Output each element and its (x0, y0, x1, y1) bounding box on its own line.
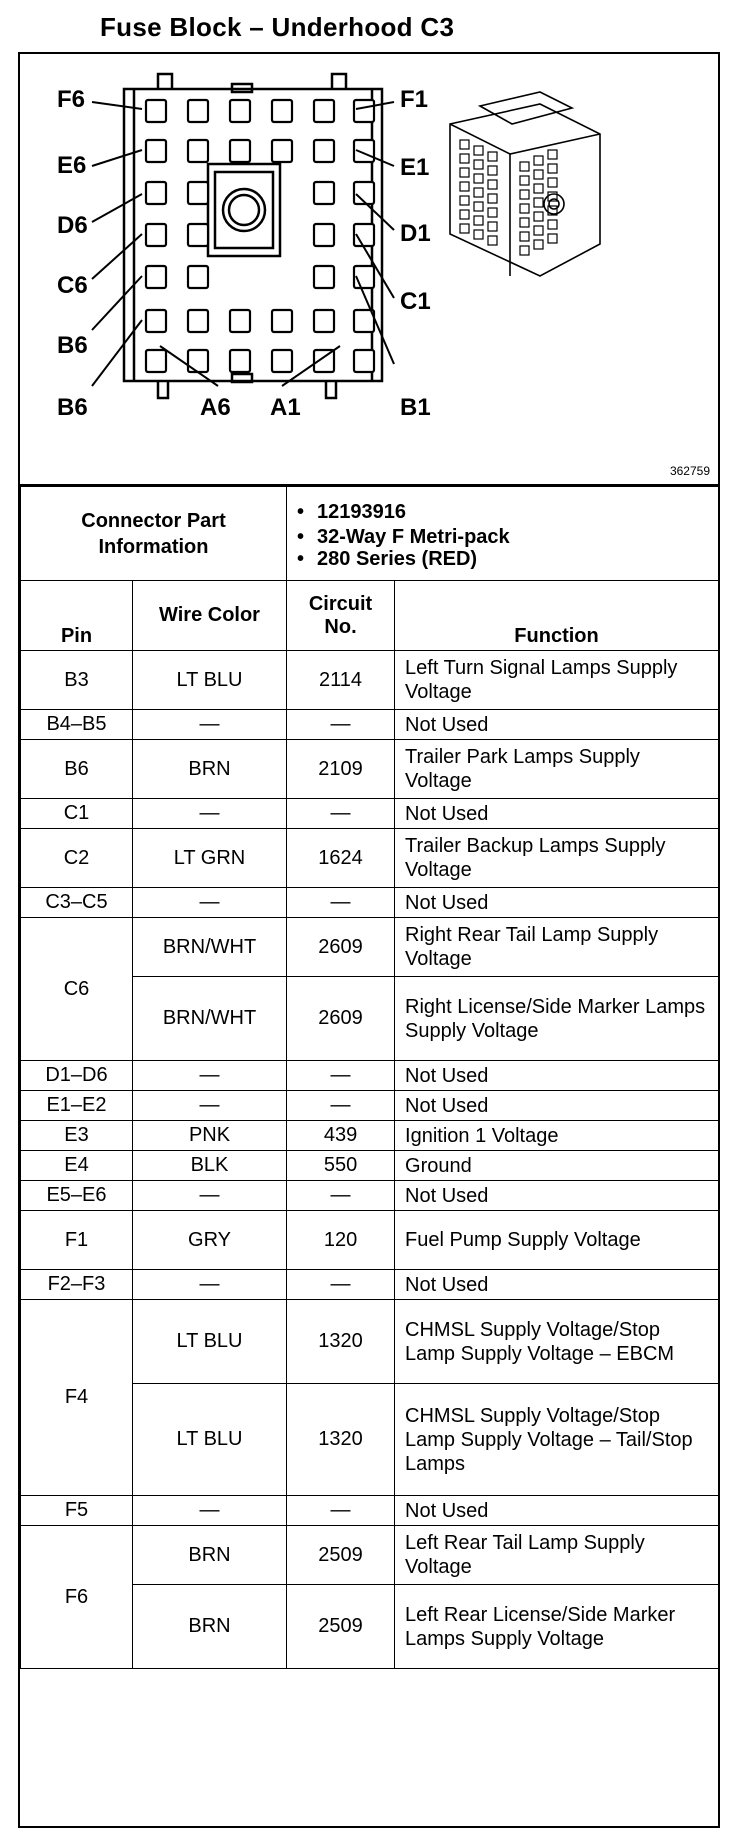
pin-cavity (272, 140, 292, 162)
pin-cavity (314, 182, 334, 204)
pin-cavity (230, 140, 250, 162)
cell-function: Not Used (395, 1496, 719, 1526)
cell-function: Not Used (395, 1091, 719, 1121)
cell-function: CHMSL Supply Voltage/Stop Lamp Supply Voltage – EBCM (395, 1300, 719, 1384)
cell-wire-color: BRN (133, 1526, 287, 1585)
label-b6-bottom: B6 (57, 394, 88, 421)
connector-face-drawing (20, 54, 718, 484)
pin-cavity (230, 350, 250, 372)
label-d1: D1 (400, 220, 431, 247)
cell-wire-color: — (133, 888, 287, 918)
pin-cavity (146, 140, 166, 162)
label-e1: E1 (400, 154, 430, 181)
pin-cavity (146, 350, 166, 372)
cell-wire-color: LT GRN (133, 829, 287, 888)
label-b1: B1 (400, 394, 431, 421)
cell-circuit-no: — (287, 799, 395, 829)
cell-pin: E1–E2 (21, 1091, 133, 1121)
cell-circuit-no: 2609 (287, 977, 395, 1061)
cell-function: Not Used (395, 1181, 719, 1211)
cell-function: Not Used (395, 710, 719, 740)
pin-cavity (146, 224, 166, 246)
connector-info-list (287, 487, 719, 581)
cell-pin: C6 (21, 918, 133, 1061)
pin-cavity (188, 140, 208, 162)
cell-wire-color: BRN (133, 740, 287, 799)
cell-circuit-no: — (287, 1061, 395, 1091)
header-wire-color: Wire Color (133, 581, 287, 651)
cell-wire-color: LT BLU (133, 1384, 287, 1496)
pin-cavity (230, 100, 250, 122)
cell-wire-color: — (133, 1270, 287, 1300)
cell-circuit-no: 1320 (287, 1300, 395, 1384)
page-title: Fuse Block – Underhood C3 (100, 12, 455, 42)
pin-cavity (314, 140, 334, 162)
table-row (21, 1061, 719, 1091)
label-a6: A6 (200, 394, 231, 421)
header-function: Function (395, 581, 719, 651)
cell-circuit-no: — (287, 1091, 395, 1121)
cell-pin: F2–F3 (21, 1270, 133, 1300)
connector-info-label: Connector Part Information (21, 487, 287, 581)
cell-function: Not Used (395, 1061, 719, 1091)
cell-circuit-no: 1320 (287, 1384, 395, 1496)
pin-cavity (354, 100, 374, 122)
pin-cavity (188, 350, 208, 372)
cell-function: CHMSL Supply Voltage/Stop Lamp Supply Voltage – Tail/Stop Lamps (395, 1384, 719, 1496)
cell-circuit-no: — (287, 1270, 395, 1300)
cell-function: Trailer Park Lamps Supply Voltage (395, 740, 719, 799)
label-c6: C6 (57, 272, 88, 299)
cell-pin: C3–C5 (21, 888, 133, 918)
cell-pin: C2 (21, 829, 133, 888)
pin-cavity (188, 224, 208, 246)
table-row (21, 799, 719, 829)
cell-wire-color: — (133, 1091, 287, 1121)
cell-circuit-no: — (287, 1496, 395, 1526)
cell-function: Left Turn Signal Lamps Supply Voltage (395, 651, 719, 710)
cell-pin: F4 (21, 1300, 133, 1496)
cell-circuit-no: 120 (287, 1211, 395, 1270)
table-row (21, 710, 719, 740)
cell-pin: E4 (21, 1151, 133, 1181)
label-a1: A1 (270, 394, 301, 421)
pin-cavity (272, 100, 292, 122)
cell-wire-color: — (133, 710, 287, 740)
pin-cavity (354, 310, 374, 332)
cell-circuit-no: 2109 (287, 740, 395, 799)
cell-function: Not Used (395, 888, 719, 918)
label-b6: B6 (57, 332, 88, 359)
connector-part-number: • 12193916 (317, 498, 712, 526)
cell-circuit-no: — (287, 888, 395, 918)
pin-cavity (188, 266, 208, 288)
cell-pin: D1–D6 (21, 1061, 133, 1091)
cell-circuit-no: 2509 (287, 1585, 395, 1669)
cell-function: Not Used (395, 799, 719, 829)
pin-cavity (314, 266, 334, 288)
cell-wire-color: LT BLU (133, 651, 287, 710)
cell-wire-color: PNK (133, 1121, 287, 1151)
cell-circuit-no: 2609 (287, 918, 395, 977)
cell-wire-color: — (133, 1496, 287, 1526)
cell-wire-color: LT BLU (133, 1300, 287, 1384)
table-row (21, 829, 719, 888)
pin-cavity (272, 350, 292, 372)
pin-cavity (230, 310, 250, 332)
pin-cavity (354, 350, 374, 372)
pin-cavity (188, 100, 208, 122)
cell-function: Trailer Backup Lamps Supply Voltage (395, 829, 719, 888)
cell-pin: F5 (21, 1496, 133, 1526)
table-row (21, 1121, 719, 1151)
cell-circuit-no: — (287, 710, 395, 740)
cell-pin: F1 (21, 1211, 133, 1270)
label-e6: E6 (57, 152, 87, 179)
pin-cavity (314, 310, 334, 332)
connector-series: • 280 Series (RED) (317, 548, 712, 570)
cell-pin: E5–E6 (21, 1181, 133, 1211)
pin-cavity (272, 310, 292, 332)
cell-circuit-no: 550 (287, 1151, 395, 1181)
connector-info-row (21, 487, 719, 581)
cell-function: Right License/Side Marker Lamps Supply Voltage (395, 977, 719, 1061)
table-row (21, 740, 719, 799)
cell-pin: B3 (21, 651, 133, 710)
connector-type: • 32-Way F Metri-pack (317, 526, 712, 548)
pin-cavity (146, 310, 166, 332)
cell-wire-color: GRY (133, 1211, 287, 1270)
pin-cavity (188, 182, 208, 204)
cell-function: Left Rear License/Side Marker Lamps Supply Voltage (395, 1585, 719, 1669)
label-f1: F1 (400, 86, 429, 113)
cell-function: Ignition 1 Voltage (395, 1121, 719, 1151)
table-row (21, 1526, 719, 1585)
cell-circuit-no: 2509 (287, 1526, 395, 1585)
pin-cavity (314, 100, 334, 122)
table-row (21, 888, 719, 918)
cell-pin: F6 (21, 1526, 133, 1669)
pin-cavity (146, 100, 166, 122)
pin-cavity (188, 310, 208, 332)
pinout-table (20, 486, 719, 1669)
pin-cavities (146, 100, 374, 372)
pin-cavity (314, 224, 334, 246)
table-row (21, 1151, 719, 1181)
label-c1: C1 (400, 288, 431, 315)
cell-pin: E3 (21, 1121, 133, 1151)
cell-wire-color: BLK (133, 1151, 287, 1181)
figure-number: 362759 (669, 464, 710, 478)
pin-cavity (146, 266, 166, 288)
connector-3d-icon (450, 92, 600, 276)
cell-circuit-no: 2114 (287, 651, 395, 710)
table-row (21, 651, 719, 710)
table-row (21, 918, 719, 977)
cell-wire-color: — (133, 1061, 287, 1091)
header-pin: Pin (21, 581, 133, 651)
cell-pin: B4–B5 (21, 710, 133, 740)
cell-wire-color: — (133, 799, 287, 829)
table-row (21, 1181, 719, 1211)
cell-pin: B6 (21, 740, 133, 799)
table-row (21, 1300, 719, 1384)
cell-function: Not Used (395, 1270, 719, 1300)
cell-wire-color: — (133, 1181, 287, 1211)
cell-function: Fuel Pump Supply Voltage (395, 1211, 719, 1270)
connector-diagram (20, 54, 718, 486)
label-d6: D6 (57, 212, 88, 239)
header-circuit-no: Circuit No. (287, 581, 395, 651)
cell-circuit-no: 439 (287, 1121, 395, 1151)
cell-wire-color: BRN/WHT (133, 918, 287, 977)
table-row (21, 1270, 719, 1300)
table-row (21, 1091, 719, 1121)
cell-pin: C1 (21, 799, 133, 829)
cell-function: Right Rear Tail Lamp Supply Voltage (395, 918, 719, 977)
table-row (21, 1496, 719, 1526)
cell-function: Ground (395, 1151, 719, 1181)
cell-circuit-no: 1624 (287, 829, 395, 888)
connector-sheet (18, 52, 720, 1828)
table-row (21, 1211, 719, 1270)
cell-wire-color: BRN (133, 1585, 287, 1669)
label-f6: F6 (57, 86, 86, 113)
cell-circuit-no: — (287, 1181, 395, 1211)
pin-cavity (146, 182, 166, 204)
cell-wire-color: BRN/WHT (133, 977, 287, 1061)
header-row (21, 581, 719, 651)
cell-function: Left Rear Tail Lamp Supply Voltage (395, 1526, 719, 1585)
